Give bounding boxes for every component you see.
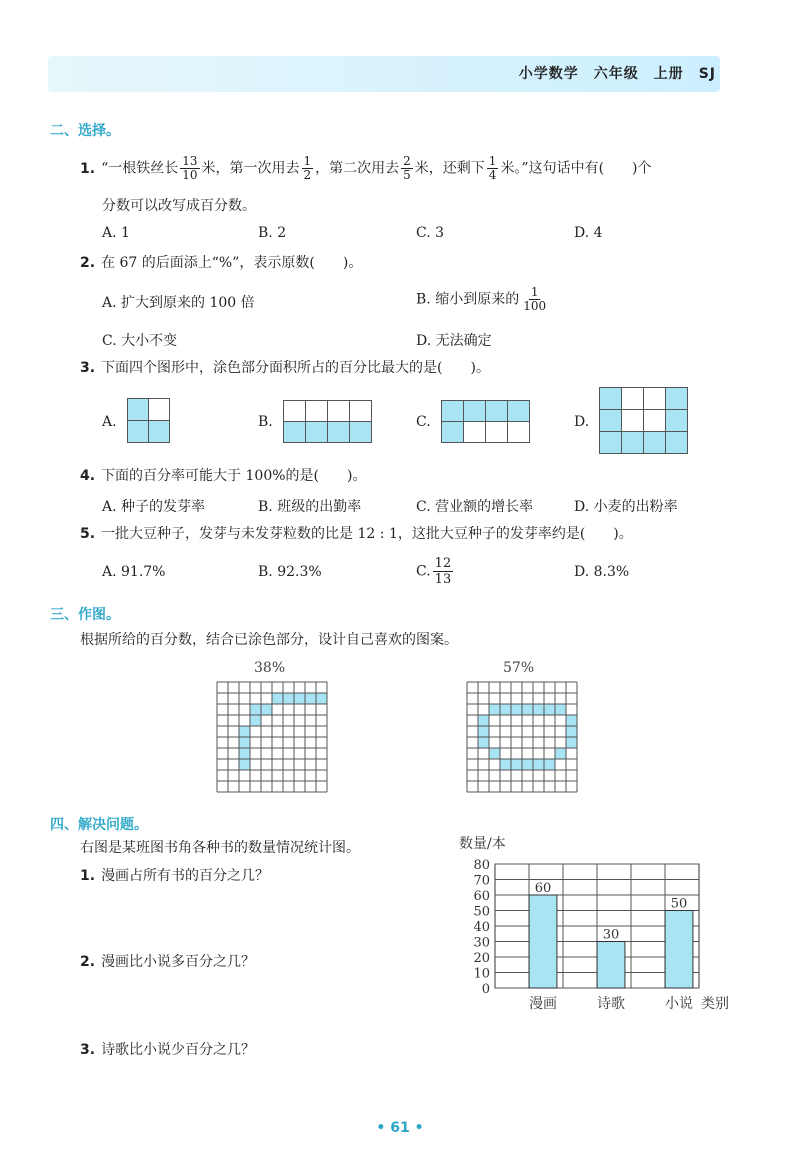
q3-figure-c xyxy=(441,400,530,443)
question-number: 5. xyxy=(80,526,96,542)
section-title-choice: 二、选择。 xyxy=(50,123,120,139)
drawing-grid-38[interactable] xyxy=(216,681,338,793)
shaded-cell xyxy=(522,759,533,770)
shaded-cell xyxy=(294,693,305,704)
q1-text-c: ，第二次用去 xyxy=(315,160,400,177)
shaded-cell xyxy=(544,704,555,715)
shaded-cell xyxy=(500,759,511,770)
fraction: $\frac{2}{5}$ xyxy=(403,154,411,182)
category-label: 小说 xyxy=(665,996,693,1012)
question-number: 3. xyxy=(80,1042,96,1058)
problem-intro: 右图是某班图书角各种书的数量情况统计图。 xyxy=(80,840,360,856)
q3-figure-b xyxy=(283,400,372,443)
shaded-cell xyxy=(566,737,577,748)
problem-2-text: 漫画比小说多百分之几？ xyxy=(101,954,256,970)
problem-3 xyxy=(80,1040,255,1060)
question-number: 2. xyxy=(80,255,96,271)
q4-option-d[interactable]: D. 小麦的出粉率 xyxy=(574,499,678,515)
drawing-instruction: 根据所给的百分数，结合已涂色部分，设计自己喜欢的图案。 xyxy=(80,632,458,648)
q2-option-d[interactable]: D. 无法确定 xyxy=(416,333,492,349)
q1-text-b: 米，第一次用去 xyxy=(201,160,300,177)
y-axis-label: 数量/本 xyxy=(459,836,506,852)
y-tick-label: 40 xyxy=(473,920,490,935)
shaded-cell xyxy=(316,693,327,704)
page-number: • 61 • xyxy=(376,1120,424,1136)
shaded-cell xyxy=(555,704,566,715)
q3-label-a[interactable]: A. xyxy=(102,414,117,430)
shaded-cell xyxy=(566,726,577,737)
question-number: 1. xyxy=(80,160,96,177)
y-tick-label: 0 xyxy=(481,982,490,997)
question-1 xyxy=(80,155,652,182)
question-2 xyxy=(80,253,362,273)
shaded-cell xyxy=(511,759,522,770)
q4-option-c[interactable]: C. 营业额的增长率 xyxy=(416,499,534,515)
fraction: $\frac{13}{10}$ xyxy=(182,154,198,182)
question-number: 2. xyxy=(80,954,96,970)
bar-value-label: 50 xyxy=(670,896,688,912)
bar-value-label: 30 xyxy=(602,927,620,943)
bar-1 xyxy=(597,942,625,989)
section-title-drawing: 三、作图。 xyxy=(50,607,120,623)
q3-label-b[interactable]: B. xyxy=(258,414,273,430)
q4-option-b[interactable]: B. 班级的出勤率 xyxy=(258,499,362,515)
shaded-cell xyxy=(566,715,577,726)
q1-option-b[interactable]: B. 2 xyxy=(258,225,287,241)
grid2-percent-label: 57% xyxy=(503,660,535,676)
shaded-cell xyxy=(478,715,489,726)
q1-option-d[interactable]: D. 4 xyxy=(574,225,603,241)
q1-text-d: 米，还剩下 xyxy=(414,160,485,177)
shaded-cell xyxy=(489,704,500,715)
shaded-cell xyxy=(239,759,250,770)
y-tick-label: 80 xyxy=(473,858,490,873)
problem-3-text: 诗歌比小说少百分之几？ xyxy=(101,1042,256,1058)
q5-text: 一批大豆种子，发芽与未发芽粒数的比是 12 : 1，这批大豆种子的发芽率约是( )。 xyxy=(101,526,633,542)
question-4 xyxy=(80,466,366,486)
bar-chart xyxy=(455,832,735,1014)
q5-option-d[interactable]: D. 8.3% xyxy=(574,564,630,580)
shaded-cell xyxy=(283,693,294,704)
question-number: 4. xyxy=(80,468,96,484)
shaded-cell xyxy=(239,737,250,748)
problem-1 xyxy=(80,866,269,886)
category-label: 诗歌 xyxy=(597,996,625,1012)
problem-1-text: 漫画占所有书的百分之几？ xyxy=(101,868,270,884)
shaded-cell xyxy=(305,693,316,704)
question-5 xyxy=(80,524,633,544)
drawing-grid-57[interactable] xyxy=(466,681,588,793)
q5-option-b[interactable]: B. 92.3% xyxy=(258,564,322,580)
question-number: 3. xyxy=(80,360,96,376)
shaded-cell xyxy=(261,704,272,715)
y-tick-label: 20 xyxy=(473,951,490,966)
question-1-line2: 分数可以改写成百分数。 xyxy=(102,198,256,214)
category-label: 漫画 xyxy=(529,996,557,1012)
shaded-cell xyxy=(544,759,555,770)
y-tick-label: 10 xyxy=(473,966,490,982)
problem-2 xyxy=(80,952,255,972)
question-number: 1. xyxy=(80,868,96,884)
shaded-cell xyxy=(478,737,489,748)
fraction: $\frac{1}{4}$ xyxy=(488,154,497,182)
shaded-cell xyxy=(489,748,500,759)
q2-option-b-text: B. 缩小到原来的 xyxy=(416,291,520,308)
bar-2 xyxy=(665,911,693,989)
grid1-percent-label: 38% xyxy=(254,660,286,676)
y-tick-label: 50 xyxy=(473,904,490,920)
q4-option-a[interactable]: A. 种子的发芽率 xyxy=(102,499,206,515)
shaded-cell xyxy=(500,704,511,715)
y-tick-label: 60 xyxy=(473,889,490,904)
q1-option-c[interactable]: C. 3 xyxy=(416,225,445,241)
fraction: $\frac{1}{100}$ xyxy=(523,285,547,313)
q1-text-e: 米。”这句话中有( )个 xyxy=(500,160,652,177)
y-tick-label: 30 xyxy=(473,935,490,951)
q3-text: 下面四个图形中，涂色部分面积所占的百分比最大的是( )。 xyxy=(101,360,490,376)
shaded-cell xyxy=(239,726,250,737)
q1-option-a[interactable]: A. 1 xyxy=(102,225,130,241)
shaded-cell xyxy=(555,748,566,759)
shaded-cell xyxy=(250,715,261,726)
q4-text: 下面的百分率可能大于 100%的是( )。 xyxy=(101,468,367,484)
shaded-cell xyxy=(478,726,489,737)
page-header-title: 小学数学 六年级 上册 SJ xyxy=(518,66,716,82)
shaded-cell xyxy=(533,704,544,715)
bar-value-label: 60 xyxy=(534,881,552,896)
q3-figure-a xyxy=(127,398,170,443)
shaded-cell xyxy=(533,759,544,770)
fraction: $\frac{1}{2}$ xyxy=(303,154,312,182)
q3-label-d[interactable]: D. xyxy=(574,414,590,430)
shaded-cell xyxy=(522,704,533,715)
y-tick-label: 70 xyxy=(473,873,490,889)
q1-text-a: “一根铁丝长 xyxy=(101,160,179,177)
q5-option-c-label: C. xyxy=(416,563,431,580)
shaded-cell xyxy=(272,693,283,704)
q2-option-c[interactable]: C. 大小不变 xyxy=(102,333,178,349)
shaded-cell xyxy=(250,704,261,715)
q3-figure-d xyxy=(599,387,688,454)
shaded-cell xyxy=(239,748,250,759)
q2-option-a[interactable]: A. 扩大到原来的 100 倍 xyxy=(102,295,255,311)
section-title-problems: 四、解决问题。 xyxy=(50,817,148,833)
bar-0 xyxy=(529,895,557,988)
fraction: $\frac{12}{13}$ xyxy=(434,556,452,587)
q5-option-a[interactable]: A. 91.7% xyxy=(102,564,166,580)
q5-option-c[interactable] xyxy=(416,556,455,587)
q2-text: 在 67 的后面添上“%”，表示原数( )。 xyxy=(101,255,363,271)
question-3 xyxy=(80,358,490,378)
shaded-cell xyxy=(511,704,522,715)
q3-label-c[interactable]: C. xyxy=(416,414,431,430)
q2-option-b[interactable] xyxy=(416,286,550,313)
x-axis-label: 类别 xyxy=(701,996,729,1012)
